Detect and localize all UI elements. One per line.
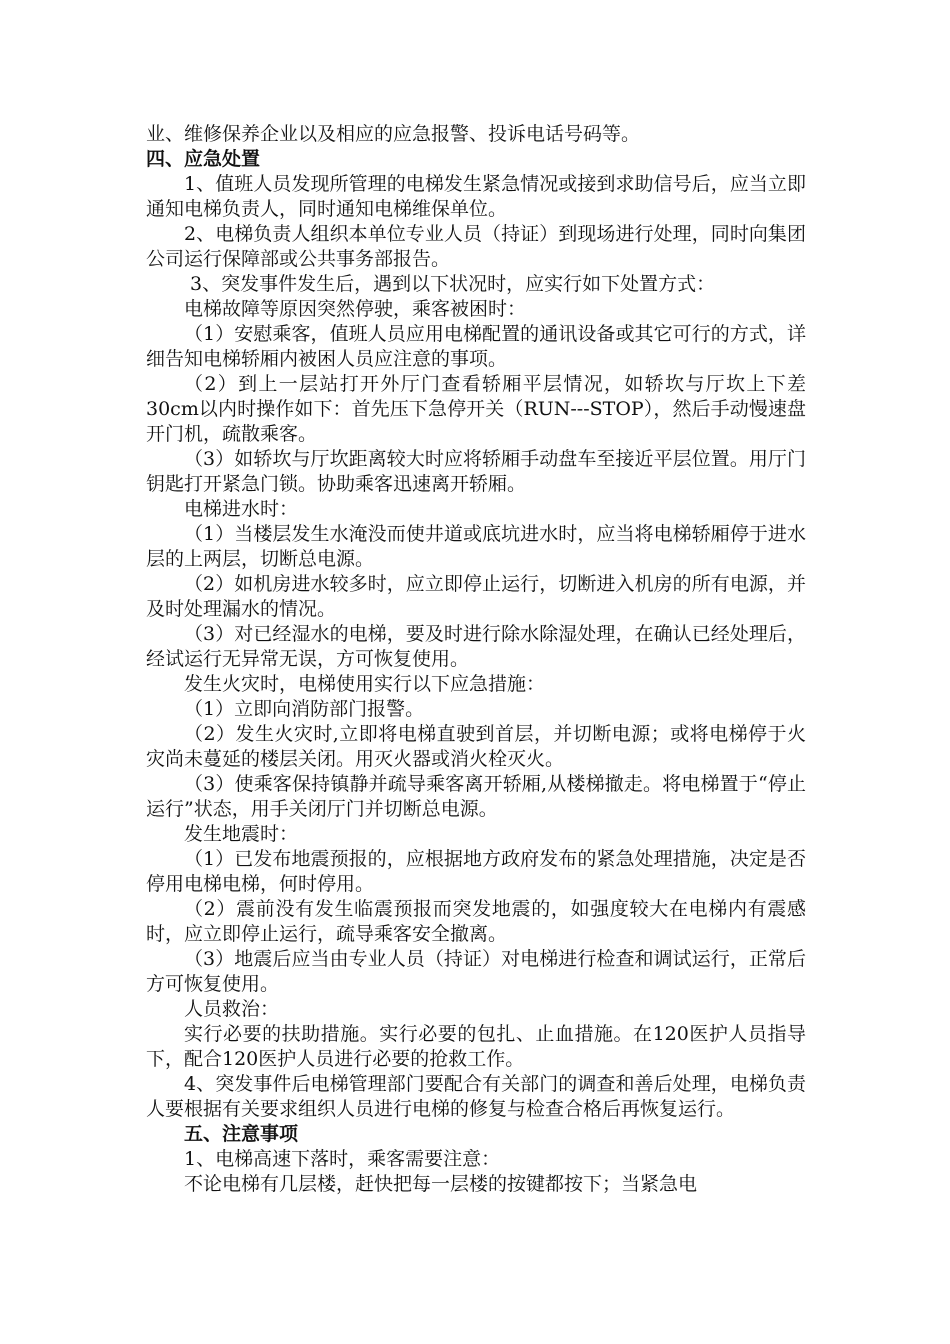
subheading-earthquake: 发生地震时： <box>184 823 299 845</box>
paragraph-trapped-2: （2）到上一层站打开外厅门查看轿厢平层情况，如轿坎与厅坎上下差30cm以内时操作如下：首先压下急停开关（RUN---STOP），然后手动慢速盘开门机，疏散乘客。 <box>146 373 806 445</box>
paragraph-fire-3: （3）使乘客保持镇静并疏导乘客离开轿厢,从楼梯撤走。将电梯置于“停止运行”状态，用手关闭厅门并切断总电源。 <box>146 773 806 820</box>
section-heading-precautions: 五、注意事项 <box>184 1123 299 1145</box>
paragraph-item-2: 2、电梯负责人组织本单位专业人员（持证）到现场进行处理，同时向集团公司运行保障部或公共事务部报告。 <box>146 223 806 270</box>
paragraph-trapped-1: （1）安慰乘客，值班人员应用电梯配置的通讯设备或其它可行的方式，详细告知电梯轿厢内被困人员应注意的事项。 <box>146 323 806 370</box>
subheading-trapped: 电梯故障等原因突然停驶，乘客被困时： <box>184 298 527 320</box>
paragraph-item-4: 4、突发事件后电梯管理部门要配合有关部门的调查和善后处理，电梯负责人要根据有关要求组织人员进行电梯的修复与检查合格后再恢复运行。 <box>146 1073 806 1120</box>
paragraph-rescue: 实行必要的扶助措施。实行必要的包扎、止血措施。在120医护人员指导下，配合120医护人员进行必要的抢救工作。 <box>146 1023 806 1070</box>
paragraph-earthquake-1: （1）已发布地震预报的，应根据地方政府发布的紧急处理措施，决定是否停用电梯电梯，何时停用。 <box>146 848 806 895</box>
document-body <box>146 122 806 1197</box>
paragraph-earthquake-2: （2）震前没有发生临震预报而突发地震的，如强度较大在电梯内有震感时，应立即停止运行，疏导乘客安全撤离。 <box>146 898 806 945</box>
subheading-water: 电梯进水时： <box>184 498 299 520</box>
paragraph-precaution-detail: 不论电梯有几层楼，赶快把每一层楼的按键都按下；当紧急电 <box>184 1173 698 1195</box>
paragraph-fire-2: （2）发生火灾时,立即将电梯直驶到首层，并切断电源；或将电梯停于火灾尚未蔓延的楼层关闭。用灭火器或消火栓灭火。 <box>146 723 806 770</box>
paragraph-water-2: （2）如机房进水较多时，应立即停止运行，切断进入机房的所有电源，并及时处理漏水的情况。 <box>146 573 806 620</box>
paragraph-continuation: 业、维修保养企业以及相应的应急报警、投诉电话号码等。 <box>146 123 641 145</box>
paragraph-precaution-1: 1、电梯高速下落时，乘客需要注意： <box>184 1148 501 1170</box>
paragraph-item-3: 3、突发事件发生后，遇到以下状况时，应实行如下处置方式： <box>190 273 716 295</box>
subheading-fire: 发生火灾时，电梯使用实行以下应急措施： <box>184 673 546 695</box>
paragraph-water-3: （3）对已经湿水的电梯，要及时进行除水除湿处理，在确认已经处理后，经试运行无异常无误，方可恢复使用。 <box>146 623 806 670</box>
section-heading-emergency-handling: 四、应急处置 <box>146 148 261 170</box>
paragraph-earthquake-3: （3）地震后应当由专业人员（持证）对电梯进行检查和调试运行，正常后方可恢复使用。 <box>146 948 806 995</box>
paragraph-fire-1: （1）立即向消防部门报警。 <box>184 698 425 720</box>
paragraph-water-1: （1）当楼层发生水淹没而使井道或底坑进水时，应当将电梯轿厢停于进水层的上两层，切断总电源。 <box>146 523 806 570</box>
paragraph-item-1: 1、值班人员发现所管理的电梯发生紧急情况或接到求助信号后，应当立即通知电梯负责人，同时通知电梯维保单位。 <box>146 173 806 220</box>
subheading-rescue: 人员救治： <box>184 998 280 1020</box>
paragraph-trapped-3: （3）如轿坎与厅坎距离较大时应将轿厢手动盘车至接近平层位置。用厅门钥匙打开紧急门锁。协助乘客迅速离开轿厢。 <box>146 448 806 495</box>
